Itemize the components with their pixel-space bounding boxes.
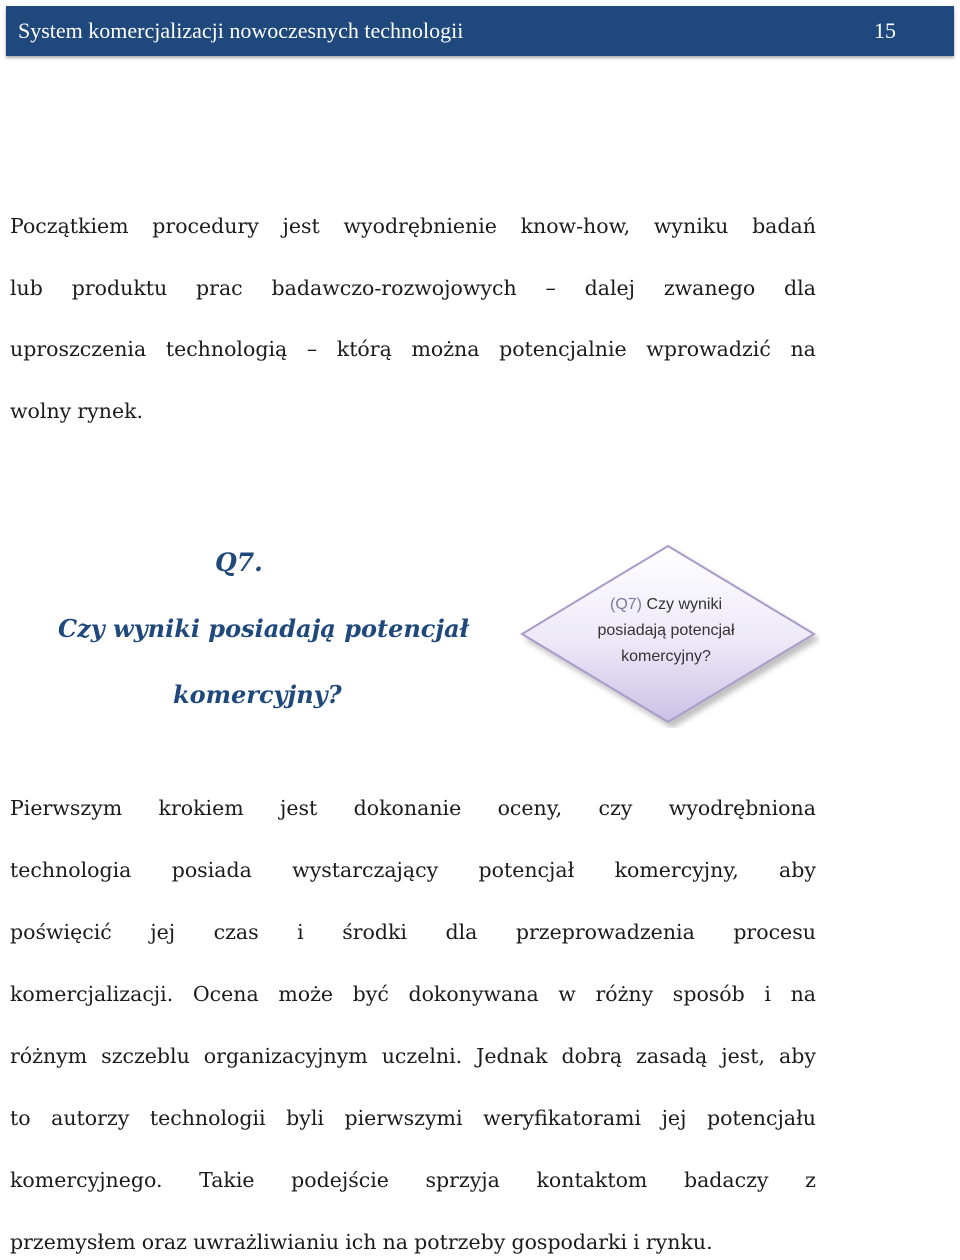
word: wyodrębnienie: [343, 214, 497, 238]
word: wystarczający: [292, 858, 439, 882]
word: aby: [778, 1044, 816, 1068]
word: dla: [784, 275, 816, 300]
text-line: [10, 796, 816, 820]
word: –: [306, 337, 318, 361]
word: sprzyja: [425, 1168, 500, 1192]
text-line: [10, 1168, 816, 1192]
word: organizacyjnym: [203, 1044, 368, 1068]
word: potencjału: [706, 1106, 816, 1130]
word: może: [278, 982, 334, 1006]
word: procedury: [152, 214, 259, 238]
diamond-label-line3: komercyjny?: [621, 648, 711, 665]
word: dokonywana: [408, 982, 539, 1006]
word: komercyjnego.: [10, 1168, 163, 1192]
word: jej: [661, 1106, 687, 1130]
word: oraz: [141, 1230, 187, 1254]
word: procesu: [733, 920, 816, 944]
word: komercyjny,: [614, 858, 739, 882]
word: jest: [282, 214, 320, 238]
word: wprowadzić: [646, 337, 771, 361]
text-line: [10, 399, 816, 423]
word: aby: [779, 858, 816, 882]
word: uczelni.: [381, 1044, 463, 1068]
word: różny: [595, 982, 654, 1006]
word: to: [10, 1106, 31, 1130]
word: dokonanie: [353, 796, 462, 820]
word: przeprowadzenia: [515, 920, 695, 944]
word: –: [545, 275, 556, 300]
word: jest,: [721, 1044, 765, 1068]
word: potencjał: [478, 858, 575, 882]
word: pierwszymi: [344, 1106, 463, 1130]
text-line: [10, 858, 816, 882]
word: byli: [286, 1106, 324, 1130]
word: na: [790, 337, 816, 361]
word: podejście: [291, 1168, 389, 1192]
word: sposób: [672, 982, 745, 1006]
word: rynek.: [77, 398, 144, 423]
word: Pierwszym: [10, 796, 123, 820]
word: ich: [345, 1230, 377, 1254]
diamond-label: [560, 592, 772, 670]
word: uproszczenia: [10, 337, 147, 361]
word: dalej: [584, 275, 635, 300]
question-text-line1: Czy wyniki posiadają potencjał: [58, 614, 469, 643]
word: gospodarki: [511, 1230, 628, 1254]
text-line: [10, 214, 816, 238]
word: badawczo-rozwojowych: [271, 275, 517, 300]
word: potencjalnie: [499, 337, 627, 361]
word: wyodrębniona: [668, 796, 816, 820]
text-line: [10, 1106, 816, 1130]
word: Jednak: [476, 1044, 548, 1068]
question-text-line2: komercyjny?: [173, 680, 342, 709]
header-title: System komercjalizacji nowoczesnych technologii: [18, 18, 464, 43]
word: jest: [280, 796, 318, 820]
word: szczeblu: [101, 1044, 190, 1068]
word: wyniku: [653, 214, 729, 238]
text-line: [10, 1044, 816, 1068]
word: uwrażliwianiu: [193, 1230, 340, 1254]
word: potrzeby: [414, 1230, 506, 1254]
word: na: [382, 1230, 409, 1254]
word: krokiem: [158, 796, 244, 820]
text-line: [10, 982, 816, 1006]
word: którą: [336, 337, 392, 361]
word: know-how,: [520, 214, 631, 238]
word: prac: [196, 275, 243, 300]
word: jej: [150, 920, 176, 944]
text-line: [10, 276, 816, 300]
word: technologii: [149, 1106, 266, 1130]
word: technologia: [10, 858, 132, 882]
word: można: [411, 337, 480, 361]
text-line: [10, 920, 816, 944]
word: i: [764, 982, 771, 1006]
word: na: [790, 982, 816, 1006]
word: rynku.: [645, 1230, 713, 1254]
word: technologią: [165, 337, 288, 361]
word: badaczy: [683, 1168, 769, 1192]
word: dla: [445, 920, 478, 944]
word: w: [558, 982, 576, 1006]
word: czas: [213, 920, 259, 944]
page-number: 15: [874, 18, 896, 43]
word: przemysłem: [10, 1230, 136, 1254]
word: badań: [752, 214, 816, 238]
word: różnym: [10, 1044, 88, 1068]
diamond-label-line1: [560, 592, 772, 618]
word: produktu: [71, 275, 168, 300]
word: i: [633, 1230, 640, 1254]
word: Takie: [199, 1168, 255, 1192]
word: zasadą: [636, 1044, 708, 1068]
text-line: [10, 337, 816, 361]
word: czy: [598, 796, 633, 820]
page-header: [6, 6, 954, 56]
question-number: Q7.: [215, 548, 263, 577]
word: komercjalizacji.: [10, 982, 174, 1006]
word: lub: [10, 275, 43, 300]
word: wolny: [10, 398, 72, 423]
word: autorzy: [51, 1106, 130, 1130]
word: zwanego: [663, 275, 756, 300]
word: środki: [342, 920, 407, 944]
word: i: [297, 920, 304, 944]
word: poświęcić: [10, 920, 112, 944]
diamond-line1-text: Czy wyniki: [646, 596, 722, 613]
word: z: [805, 1168, 816, 1192]
word: Ocena: [192, 982, 259, 1006]
word: posiada: [171, 858, 252, 882]
diamond-tag: (Q7): [609, 596, 642, 613]
word: być: [352, 982, 389, 1006]
diamond-label-line2: posiadają potencjał: [597, 622, 735, 639]
word: Początkiem: [10, 214, 129, 238]
word: oceny,: [497, 796, 563, 820]
word: weryfikatorami: [483, 1106, 642, 1130]
text-line: [10, 1230, 816, 1254]
word: kontaktom: [536, 1168, 648, 1192]
word: dobrą: [561, 1044, 623, 1068]
